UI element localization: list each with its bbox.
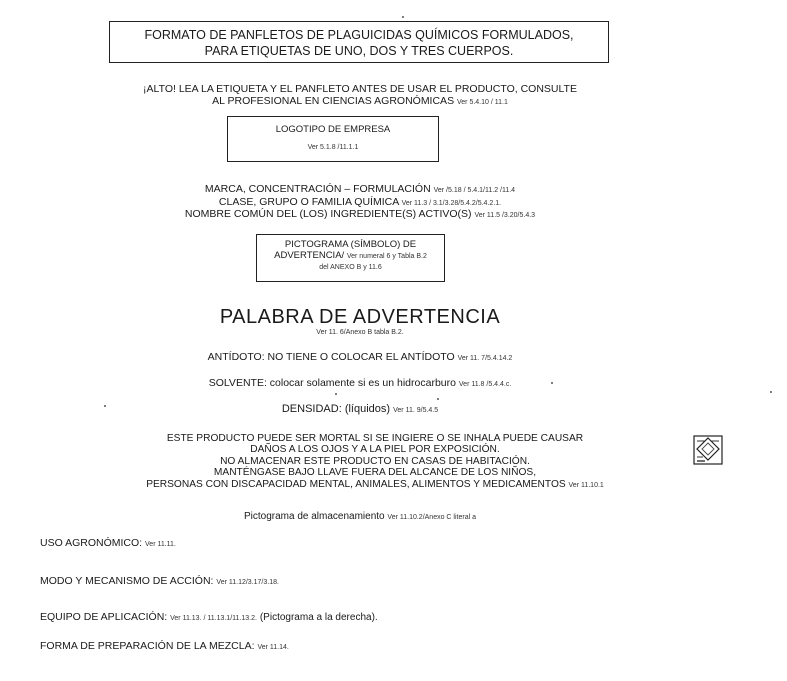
field-ref: Ver 11.13. / 11.13.1/11.13.2. — [170, 615, 257, 622]
alert-line-2-ref: Ver 5.4.10 / 11.1 — [457, 99, 508, 106]
alert-line-1: ¡ALTO! LEA LA ETIQUETA Y EL PANFLETO ANTES DE USAR EL PRODUCTO, CONSULTE — [143, 83, 577, 95]
field-mixture-preparation — [40, 640, 289, 652]
scan-speck — [335, 393, 337, 395]
signal-word-title: PALABRA DE ADVERTENCIA — [219, 306, 501, 328]
title-line-2: PARA ETIQUETAS DE UNO, DOS Y TRES CUERPOS. — [204, 44, 514, 58]
signal-word-ref: Ver 11. 6/Anexo B tabla B.2. — [316, 329, 404, 336]
solvent-text: SOLVENTE: colocar solamente si es un hidrocarburo — [208, 377, 456, 389]
warning-line-3: NO ALMACENAR ESTE PRODUCTO EN CASAS DE HABITACIÓN. — [220, 455, 530, 467]
field-label: USO AGRONÓMICO: — [40, 537, 143, 549]
field-label: FORMA DE PREPARACIÓN DE LA MEZCLA: — [40, 640, 255, 652]
signal-word-block — [150, 306, 570, 336]
warning-line-1: ESTE PRODUCTO PUEDE SER MORTAL SI SE INGIERE O SE INHALA PUEDE CAUSAR — [166, 433, 584, 444]
field-note: (Pictograma a la derecha). — [259, 612, 378, 623]
brand-line-1-ref: Ver /5.18 / 5.4.1/11.2 /11.4 — [433, 187, 516, 194]
warning-line-2: DAÑOS A LOS OJOS Y A LA PIEL POR EXPOSICIÓN. — [250, 444, 500, 456]
storage-text: Pictograma de almacenamiento — [243, 511, 385, 522]
density-ref: Ver 11. 9/5.4.5 — [393, 407, 439, 414]
brand-line-2-ref: Ver 11.3 / 3.1/3.28/5.4.2/5.4.2.1. — [401, 199, 502, 207]
solvent-ref: Ver 11.8 /5.4.4.c. — [458, 381, 512, 388]
scan-speck — [770, 391, 772, 393]
brand-line-3-ref: Ver 11.5 /3.20/5.4.3 — [474, 212, 536, 219]
warning-line-4: MANTÉNGASE BAJO LLAVE FUERA DEL ALCANCE DE LOS NIÑOS, — [213, 467, 537, 479]
brand-line-2: CLASE, GRUPO O FAMILIA QUÍMICA — [218, 195, 399, 208]
field-label: MODO Y MECANISMO DE ACCIÓN: — [40, 575, 214, 587]
warning-line-5-ref: Ver 11.10.1 — [568, 481, 604, 489]
scan-speck — [437, 398, 439, 400]
scan-speck — [551, 382, 553, 384]
scan-speck — [402, 16, 404, 18]
pictogram-line-3: del ANEXO B y 11.6 — [319, 264, 382, 271]
field-ref: Ver 11.12/3.17/3.18. — [216, 579, 279, 586]
alert-line-2-wrap — [80, 95, 640, 109]
antidote-ref: Ver 11. 7/5.4.14.2 — [457, 355, 513, 362]
field-ref: Ver 11.14. — [257, 644, 289, 651]
storage-ref: Ver 11.10.2/Anexo C literal a — [387, 514, 476, 521]
pictogram-line-1: PICTOGRAMA (SÍMBOLO) DE — [284, 239, 417, 250]
title-line-1: FORMATO DE PANFLETOS DE PLAGUICIDAS QUÍMICOS FORMULADOS, — [144, 28, 574, 42]
alert-notice — [80, 83, 640, 109]
field-agronomic-use — [40, 537, 176, 549]
scan-speck — [104, 405, 106, 407]
field-application-equipment — [40, 611, 378, 623]
field-ref: Ver 11.11. — [145, 541, 176, 548]
antidote-text: ANTÍDOTO: NO TIENE O COLOCAR EL ANTÍDOTO — [207, 351, 455, 363]
logo-ref: Ver 5.1.8 /11.1.1 — [307, 144, 359, 151]
brand-block — [120, 184, 600, 222]
pictogram-line-2: ADVERTENCIA/ — [274, 250, 345, 261]
solvent-line — [120, 377, 600, 389]
logo-title: LOGOTIPO DE EMPRESA — [275, 124, 391, 135]
brand-line-3: NOMBRE COMÚN DEL (LOS) INGREDIENTE(S) ACTIVO(S) — [184, 208, 472, 220]
warning-line-5-wrap — [95, 479, 655, 491]
warning-block — [95, 433, 655, 491]
logo-box — [227, 116, 439, 162]
warning-line-5: PERSONAS CON DISCAPACIDAD MENTAL, ANIMALES, ALIMENTOS Y MEDICAMENTOS — [146, 478, 566, 490]
field-mode-of-action — [40, 575, 279, 587]
density-line — [120, 403, 600, 415]
field-label: EQUIPO DE APLICACIÓN: — [40, 611, 168, 623]
pictogram-line-2-ref: Ver numeral 6 y Tabla B.2 — [346, 253, 427, 260]
pictogram-line-2-wrap — [257, 250, 444, 262]
brand-line-1: MARCA, CONCENTRACIÓN – FORMULACIÓN — [204, 183, 431, 195]
alert-line-2: AL PROFESIONAL EN CIENCIAS AGRONÓMICAS — [212, 95, 455, 107]
brand-line-3-wrap — [120, 209, 600, 222]
antidote-line — [120, 351, 600, 363]
application-equipment-pictogram-icon — [693, 435, 723, 465]
storage-line — [150, 511, 570, 522]
pictogram-box — [256, 234, 445, 282]
density-text: DENSIDAD: (líquidos) — [281, 403, 391, 415]
title-box — [109, 21, 609, 63]
